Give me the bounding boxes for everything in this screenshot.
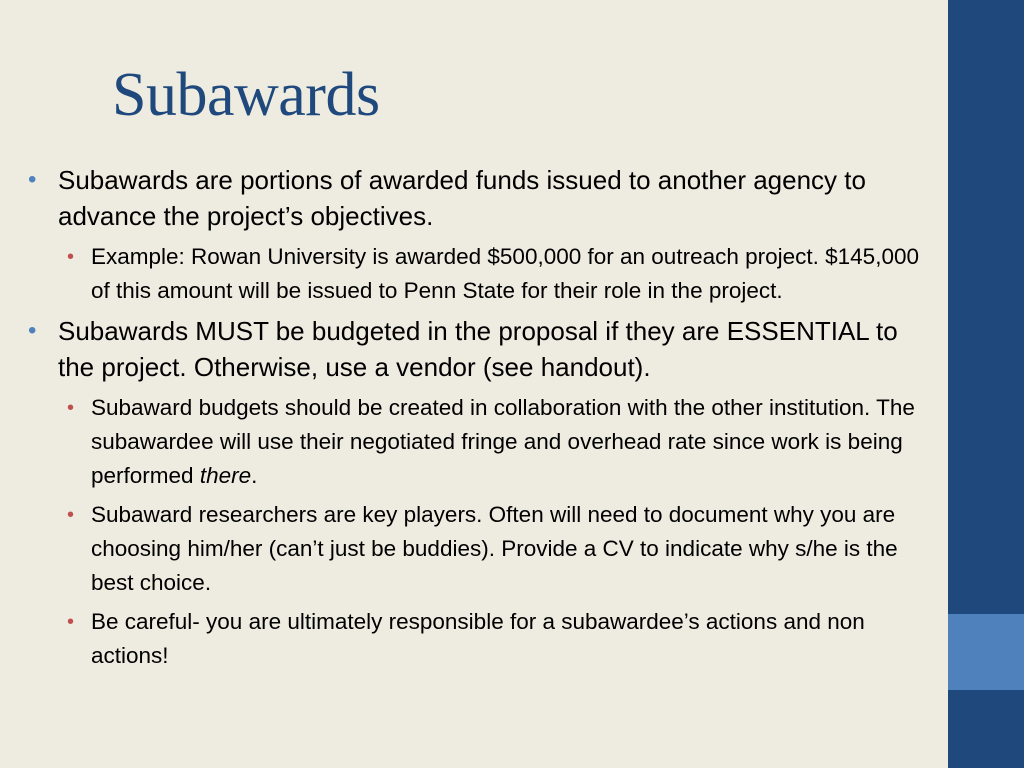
bullet-dot-icon: • (28, 166, 37, 193)
bullet-dot-icon: • (67, 504, 75, 526)
sub-bullet-text: Example: Rowan University is awarded $500,000 for an outreach project. $145,000 of this amount will be issued to Penn State for their role in the project. (91, 244, 919, 303)
bullet-dot-icon: • (67, 611, 75, 633)
bullet-item-2 (28, 313, 928, 385)
sub-bullet-text-end: . (251, 463, 258, 488)
bullet-text: Subawards MUST be budgeted in the proposal if they are ESSENTIAL to the project. Otherwise, use a vendor (see handout). (58, 316, 898, 382)
bullet-dot-icon: • (67, 246, 75, 268)
sub-bullet-text: Subaward researchers are key players. Often will need to document why you are choosing him/her (can’t just be buddies). Provide a CV to indicate why s/he is the best choice. (91, 502, 898, 595)
sub-bullet-item-2-3 (61, 605, 928, 673)
sub-bullet-item-2-2 (61, 498, 928, 600)
bullet-list (28, 162, 928, 678)
sub-bullet-item-2-1 (61, 391, 928, 493)
slide-title: Subawards (112, 61, 380, 129)
sub-bullet-text: Be careful- you are ultimately responsible for a subawardee’s actions and non actions! (91, 609, 865, 668)
sub-bullet-text-part: Subaward budgets should be created in collaboration with the other institution. The subawardee will use their negotiated fringe and overhead rate since work is being performed (91, 395, 915, 488)
bullet-dot-icon: • (67, 397, 75, 419)
sub-bullet-item-1-1 (61, 240, 928, 308)
sub-bullet-emphasis: there (199, 463, 252, 488)
bullet-text: Subawards are portions of awarded funds issued to another agency to advance the project’s objectives. (58, 165, 866, 231)
bullet-item-1 (28, 162, 928, 234)
bullet-dot-icon: • (28, 317, 37, 344)
side-accent-block (948, 614, 1024, 690)
